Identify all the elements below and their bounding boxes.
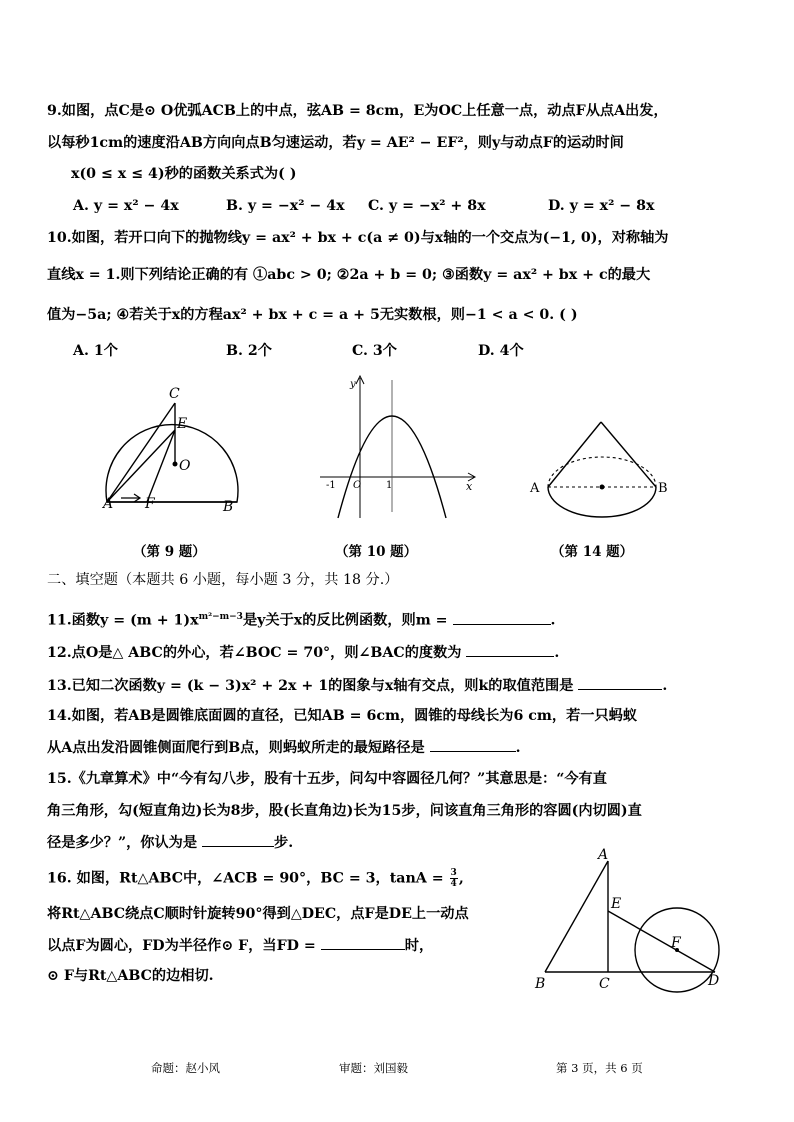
q9-option-d: D. y = x² − 8x bbox=[548, 198, 655, 214]
q15-answer-blank[interactable] bbox=[202, 832, 274, 847]
q16-line4: ⊙ F与Rt△ABC的边相切. bbox=[47, 968, 214, 984]
fig14-caption: （第 14 题） bbox=[551, 544, 634, 560]
q10-line1: 10.如图，若开口向下的抛物线y = ax² + bx + c(a ≠ 0)与x轴的一个交点为(−1, 0)，对称轴为 bbox=[47, 230, 669, 246]
fig16-label-b: B bbox=[535, 976, 546, 992]
q14-line1: 14.如图，若AB是圆锥底面圆的直径，已知AB = 6cm，圆锥的母线长为6 cm，若一只蚂蚁 bbox=[47, 708, 638, 724]
footer-reviewer: 审题：刘国毅 bbox=[339, 1061, 408, 1075]
fig9-label-o: O bbox=[179, 458, 191, 474]
q16-fraction: $\frac{3}{4}$ bbox=[450, 868, 457, 889]
q16-line1: 16. 如图，Rt△ABC中，∠ACB = 90°，BC = 3，tanA = $\frac{3}{4}$ , bbox=[47, 868, 464, 889]
q9-option-a: A. y = x² − 4x bbox=[73, 198, 179, 214]
figure-10 bbox=[320, 372, 480, 522]
q16-answer-blank[interactable] bbox=[321, 935, 405, 950]
fig10-label-y: y bbox=[350, 379, 356, 390]
q9-line3: x(0 ≤ x ≤ 4)秒的函数关系式为( ) bbox=[71, 166, 297, 182]
figure-16 bbox=[525, 845, 730, 995]
q9-line1: 9.如图，点C是⊙ O优弧ACB上的中点，弦AB = 8cm，E为OC上任意一点，动点F从点A出发， bbox=[47, 103, 668, 119]
q12-answer-blank[interactable] bbox=[466, 642, 554, 657]
q12-line: 12.点O是△ ABC的外心，若∠BOC = 70°，则∠BAC的度数为 . bbox=[47, 642, 559, 663]
q13-line: 13.已知二次函数y = (k − 3)x² + 2x + 1的图象与x轴有交点，则k的取值范围是 . bbox=[47, 675, 667, 696]
fig14-label-b: B bbox=[658, 481, 668, 496]
q11-exponent: m²−m−3 bbox=[198, 612, 243, 622]
fig16-label-c: C bbox=[599, 976, 610, 992]
q11-line: 11.函数$y = (m + 1)x^{m^2-m-3}$是y关于x的反比例函数，则m = . bbox=[47, 607, 555, 631]
fig10-label-1: 1 bbox=[386, 480, 393, 491]
q16-line2: 将Rt△ABC绕点C顺时针旋转90°得到△DEC，点F是DE上一动点 bbox=[47, 906, 469, 922]
q10-option-a: A. 1个 bbox=[73, 343, 118, 359]
section2-heading: 二、填空题（本题共 6 小题，每小题 3 分，共 18 分.） bbox=[47, 572, 399, 588]
fig16-label-e: E bbox=[611, 896, 622, 912]
q13-answer-blank[interactable] bbox=[578, 675, 662, 690]
q9-option-c: C. y = −x² + 8x bbox=[368, 198, 486, 214]
footer-author: 命题：赵小风 bbox=[151, 1061, 220, 1075]
figure-14 bbox=[525, 418, 685, 528]
fig9-caption: （第 9 题） bbox=[133, 544, 206, 560]
fig14-label-a: A bbox=[530, 481, 540, 496]
q15-line2: 角三角形，勾(短直角边)长为8步，股(长直角边)长为15步，问该直角三角形的容圆(内切圆)直 bbox=[47, 803, 642, 819]
fig9-label-c: C bbox=[169, 386, 180, 402]
q9-option-b: B. y = −x² − 4x bbox=[226, 198, 345, 214]
q10-line2: 直线x = 1.则下列结论正确的有 ①abc > 0; ②2a + b = 0; ③函数y = ax² + bx + c的最大 bbox=[47, 267, 651, 283]
q16-line3: 以点F为圆心，FD为半径作⊙ F，当FD = 时， bbox=[47, 935, 433, 956]
fig16-label-a: A bbox=[598, 847, 609, 863]
q10-line3: 值为−5a; ④若关于x的方程ax² + bx + c = a + 5无实数根，则−1 < a < 0. ( ) bbox=[47, 307, 578, 323]
q10-option-d: D. 4个 bbox=[478, 343, 524, 359]
fig9-label-a: A bbox=[103, 496, 114, 512]
fig10-label-neg1: -1 bbox=[326, 480, 336, 491]
footer-page-number: 第 3 页，共 6 页 bbox=[556, 1061, 643, 1075]
fig10-caption: （第 10 题） bbox=[335, 544, 418, 560]
fig16-label-d: D bbox=[708, 973, 720, 989]
q14-answer-blank[interactable] bbox=[430, 737, 516, 752]
q15-line3: 径是多少？”，你认为是 步. bbox=[47, 832, 293, 853]
fig10-label-o: O bbox=[353, 480, 362, 491]
fig9-label-b: B bbox=[223, 499, 234, 515]
q11-answer-blank[interactable] bbox=[453, 610, 551, 625]
q10-option-c: C. 3个 bbox=[352, 343, 397, 359]
q15-line1: 15.《九章算术》中“今有勾八步，股有十五步，问勾中容圆径几何？”其意思是：“今有直 bbox=[47, 771, 607, 787]
q9-line2: 以每秒1cm的速度沿AB方向向点B匀速运动，若y = AE² − EF²，则y与动点F的运动时间 bbox=[47, 135, 624, 151]
fig9-label-e: E bbox=[177, 416, 188, 432]
fig9-label-f: F bbox=[145, 496, 155, 512]
fig16-label-f: F bbox=[671, 935, 681, 951]
fig10-label-x: x bbox=[466, 480, 473, 493]
q10-option-b: B. 2个 bbox=[226, 343, 272, 359]
q14-line2: 从A点出发沿圆锥侧面爬行到B点，则蚂蚁所走的最短路径是 . bbox=[47, 737, 521, 758]
figure-9 bbox=[95, 378, 255, 518]
